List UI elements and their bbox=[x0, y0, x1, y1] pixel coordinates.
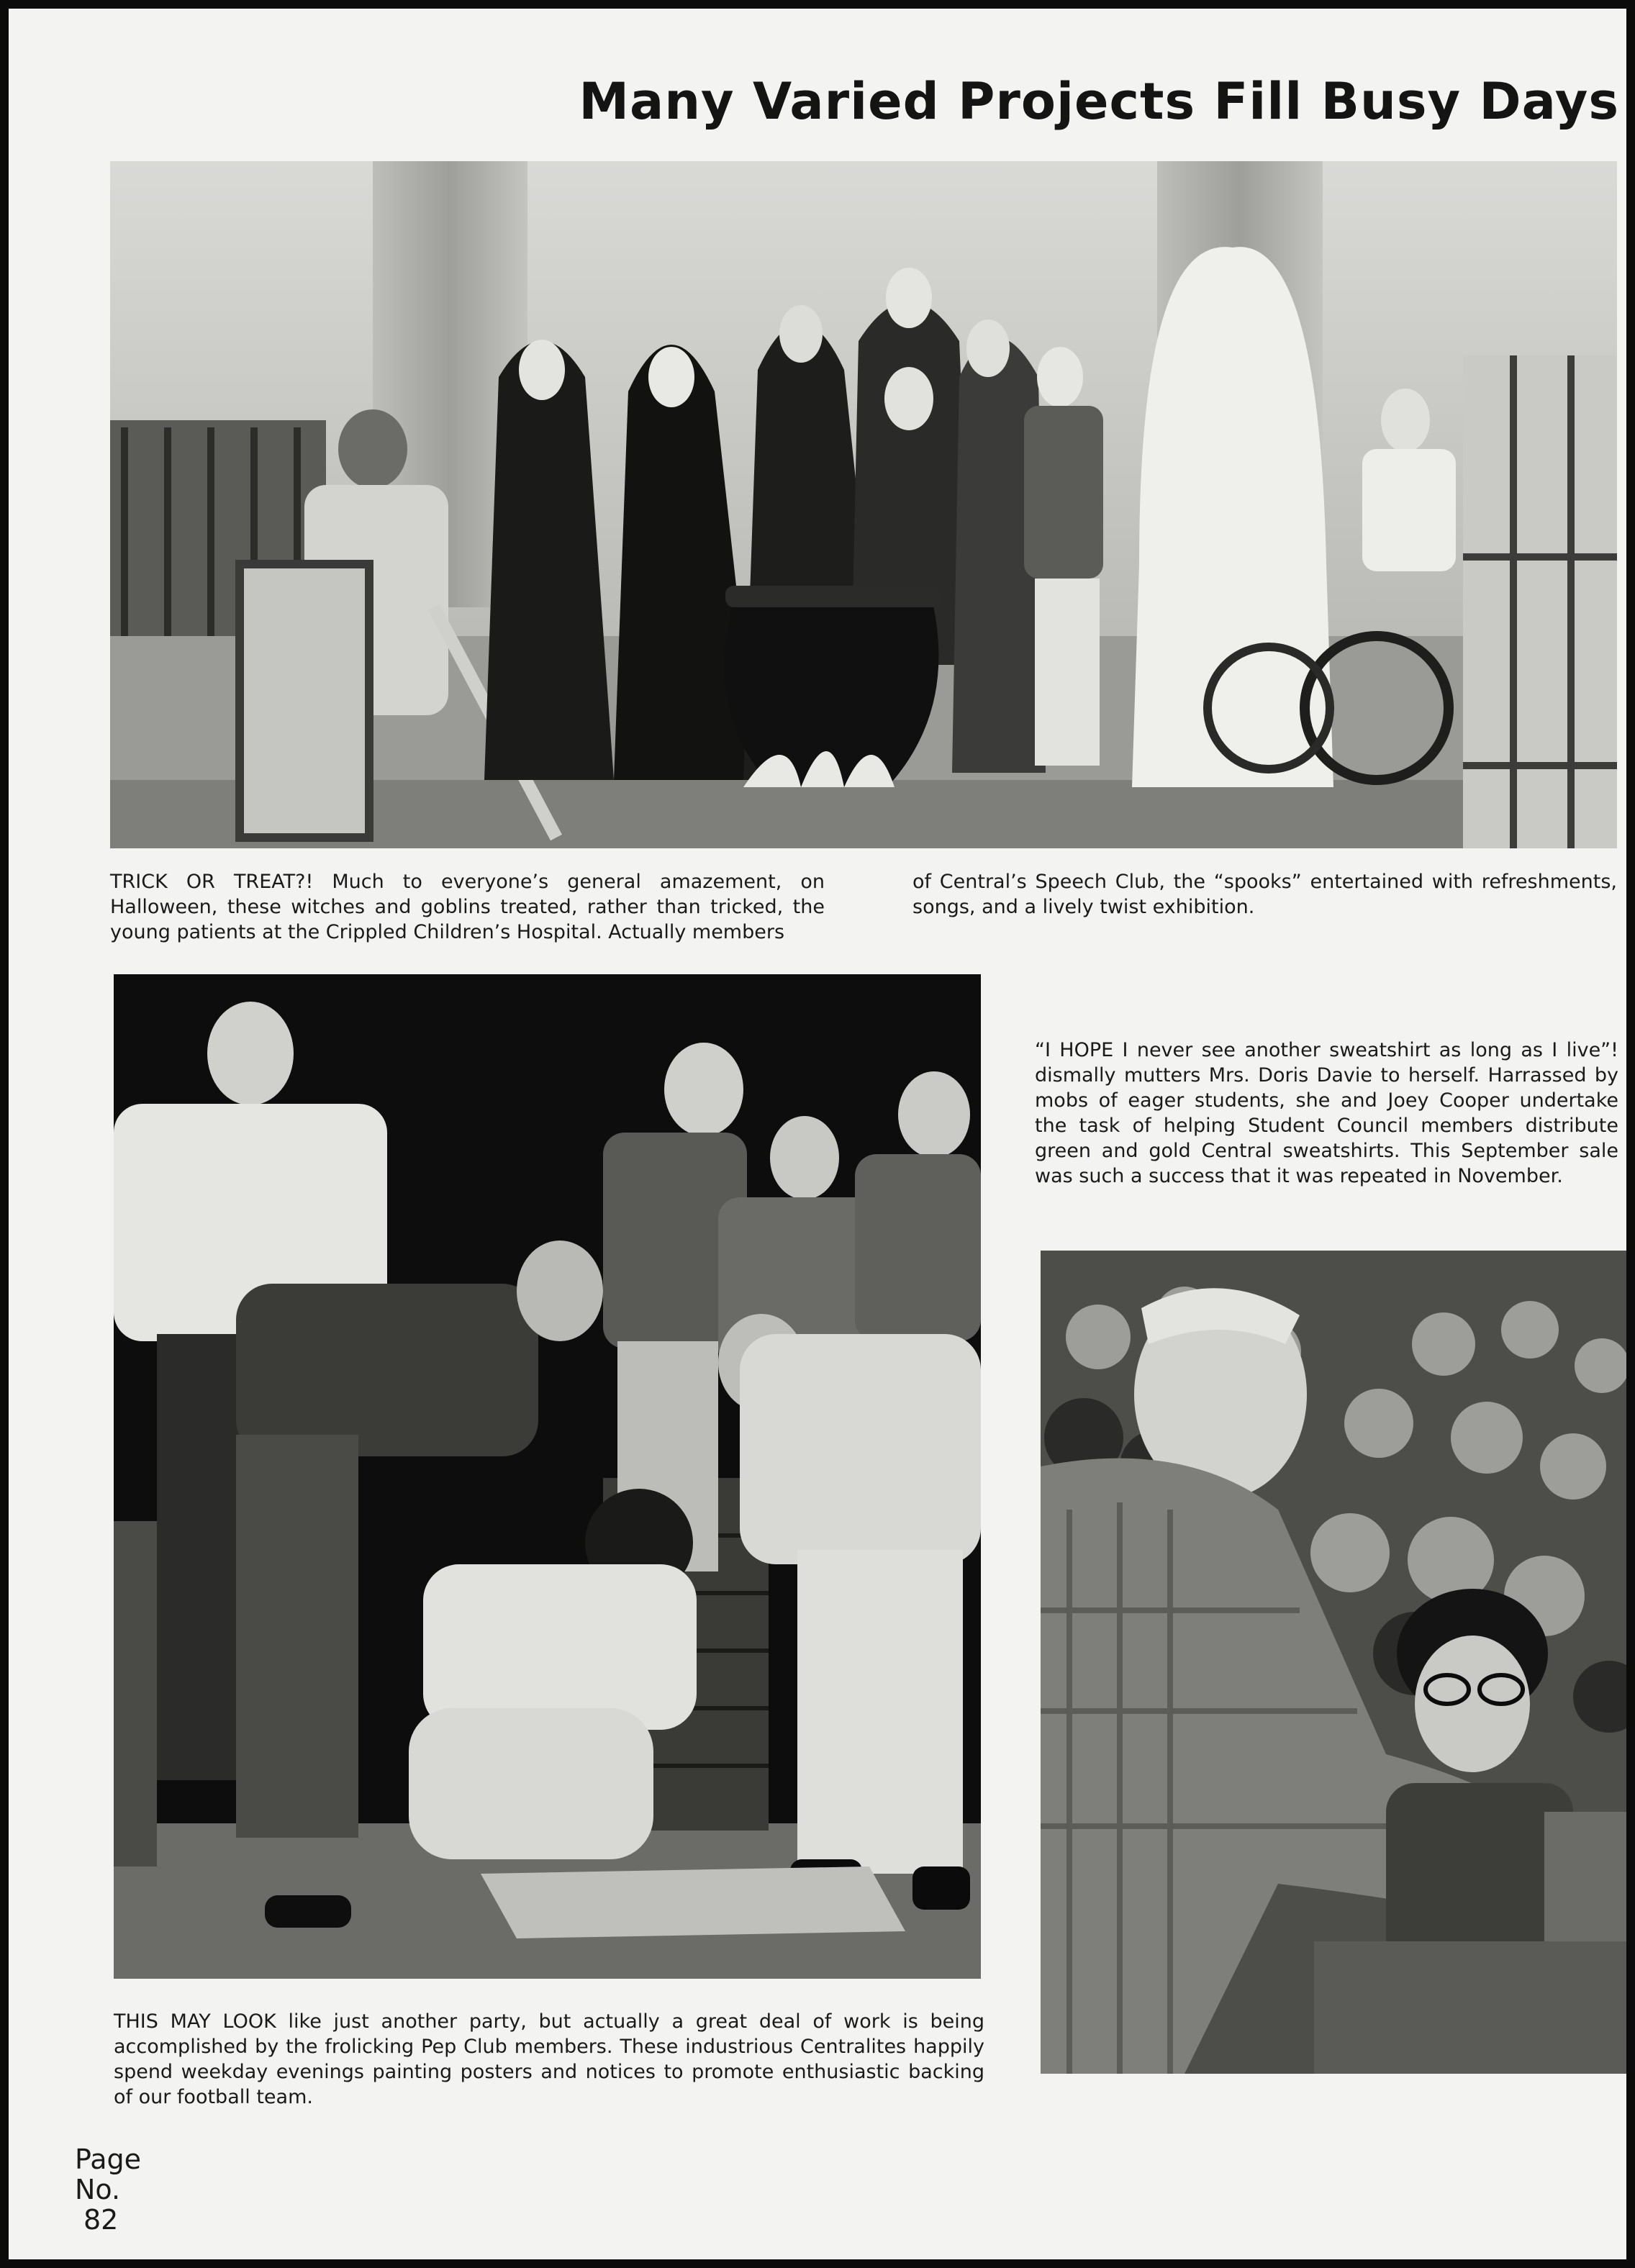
pep-club-photo bbox=[114, 974, 981, 1979]
halloween-caption-part1: TRICK OR TREAT?! Much to everyone’s general amazement, on Halloween, these witches and goblins treated, rather than tricked, the young patients at the Crippled Children’s Hospital. Actually members bbox=[110, 871, 825, 943]
pep-club-caption: THIS MAY LOOK like just another party, but actually a great deal of work is being accomplished by the frolicking Pep Club members. These industrious Centralites happily spend weekday evenings painting posters and notices to promote enthusiastic backing of our football team. bbox=[114, 2010, 984, 2108]
page-number bbox=[75, 2144, 141, 2235]
page-number-abbrev: No. bbox=[75, 2174, 121, 2205]
yearbook-page bbox=[9, 9, 1626, 2259]
page-number-value: 82 bbox=[83, 2204, 119, 2236]
page-title: Many Varied Projects Fill Busy Days bbox=[579, 72, 1619, 131]
halloween-stage-photo bbox=[110, 161, 1617, 848]
halloween-caption-part2: of Central’s Speech Club, the “spooks” entertained with refreshments, songs, and a lively twist exhibition. bbox=[912, 871, 1617, 918]
sweatshirt-sale-photo bbox=[1041, 1251, 1626, 2074]
sweatshirt-caption: “I HOPE I never see another sweatshirt as long as I live”! dismally mutters Mrs. Doris Davie to herself. Harrassed by mobs of eager students, she and Joey Cooper undertake the task of helping Student Council members distribute green and gold Central sweatshirts. This September sale was such a success that it was repeated in November. bbox=[1035, 1039, 1618, 1187]
page-number-label: Page bbox=[75, 2144, 141, 2175]
